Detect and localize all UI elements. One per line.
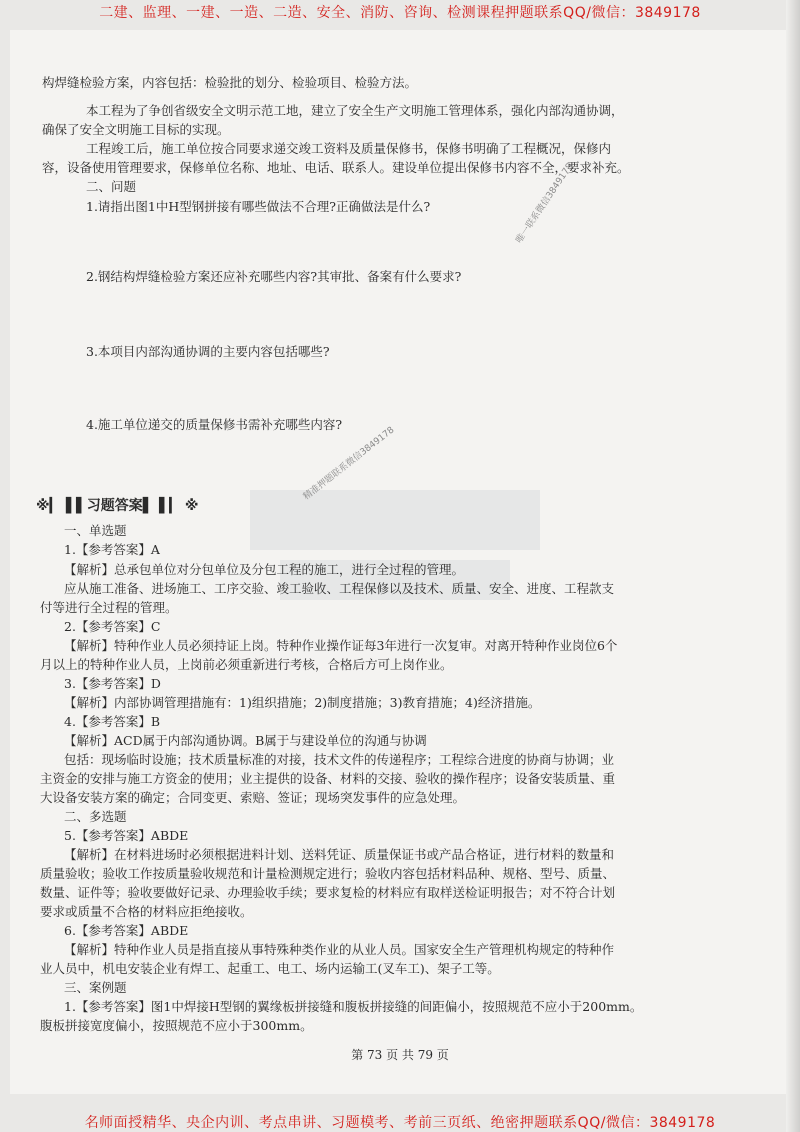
answer-line: 4.【参考答案】B (64, 714, 161, 729)
answer-line: 【解析】特种作业人员是指直接从事特殊种类作业的从业人员。国家安全生产管理机构规定的特种作 (64, 942, 615, 957)
answer-line: 1.【参考答案】图1中焊接H型钢的翼缘板拼接缝和腹板拼接缝的间距偏小，按照规范不应小于200mm。 (64, 999, 643, 1014)
answer-line: 一、单选题 (64, 523, 127, 538)
answer-line: 主资金的安排与施工方资金的使用；业主提供的设备、材料的交接、验收的操作程序；设备安装质量、重 (40, 771, 616, 786)
background-line-1: 构焊缝检验方案，内容包括：检验批的划分、检验项目、检验方法。 (42, 75, 418, 90)
answer-line: 腹板拼接宽度偏小，按照规范不应小于300mm。 (40, 1018, 313, 1033)
answer-line: 【解析】在材料进场时必须根据进料计划、送料凭证、质量保证书或产品合格证，进行材料的数量和 (64, 847, 615, 862)
answer-line: 应从施工准备、进场施工、工序交验、竣工验收、工程保修以及技术、质量、安全、进度、工程款支 (64, 581, 615, 596)
answer-line: 包括：现场临时设施；技术质量标准的对接，技术文件的传递程序；工程综合进度的协商与协调；业 (64, 752, 615, 767)
answer-line: 5.【参考答案】ABDE (64, 828, 189, 843)
answer-line: 【解析】总承包单位对分包单位及分包工程的施工，进行全过程的管理。 (64, 562, 465, 577)
background-line-3: 确保了安全文明施工目标的实现。 (42, 122, 230, 137)
answer-line: 【解析】内部协调管理措施有：1)组织措施；2)制度措施；3)教育措施；4)经济措施。 (64, 695, 541, 710)
background-line-4: 工程竣工后，施工单位按合同要求递交竣工资料及质量保修书，保修书明确了工程概况，保修内 (86, 141, 612, 156)
answer-line: 3.【参考答案】D (64, 676, 161, 691)
contact-stamp-1: 唯一联系微信3849178 (514, 161, 576, 246)
answer-line: 二、多选题 (64, 809, 127, 824)
answer-line: 月以上的特种作业人员，上岗前必须重新进行考核，合格后方可上岗作业。 (40, 657, 453, 672)
answer-line: 1.【参考答案】A (64, 542, 160, 557)
page-number: 第 73 页 共 79 页 (351, 1048, 449, 1062)
answer-line: 【解析】ACD属于内部沟通协调。B属于与建设单位的沟通与协调 (64, 733, 427, 748)
page-edge (786, 0, 800, 1132)
answer-line: 【解析】特种作业人员必须持证上岗。特种作业操作证每3年进行一次复审。对离开特种作业岗位6个 (64, 638, 618, 653)
question-1: 1.请指出图1中H型钢拼接有哪些做法不合理?正确做法是什么? (86, 199, 431, 214)
answer-line: 2.【参考答案】C (64, 619, 161, 634)
answer-line: 质量验收；验收工作按质量验收规范和计量检测规定进行；验收内容包括材料品种、规格、型号、质量、 (40, 866, 616, 881)
answer-line: 三、案例题 (64, 980, 127, 995)
answer-line: 付等进行全过程的管理。 (40, 600, 178, 615)
answer-line: 6.【参考答案】ABDE (64, 923, 189, 938)
bottom-banner: 名师面授精华、央企内训、考点串讲、习题模考、考前三页纸、绝密押题联系QQ/微信：3849178 (84, 1115, 716, 1131)
question-3: 3.本项目内部沟通协调的主要内容包括哪些? (86, 344, 330, 359)
questions-heading: 二、问题 (86, 179, 137, 194)
answer-line: 业人员中，机电安装企业有焊工、起重工、电工、场内运输工(叉车工)、架子工等。 (40, 961, 500, 976)
background-line-5: 容，设备使用管理要求，保修单位名称、地址、电话、联系人。建设单位提出保修书内容不全，要求补充。 (42, 160, 630, 175)
question-2: 2.钢结构焊缝检验方案还应补充哪些内容?其审批、备案有什么要求? (86, 269, 462, 284)
answer-line: 数量、证件等；验收要做好记录、办理验收手续；要求复检的材料应有取样送检证明报告；对不符合计划 (40, 885, 616, 900)
answer-line: 要求或质量不合格的材料应拒绝接收。 (40, 904, 253, 919)
top-banner: 二建、监理、一建、一造、二造、安全、消防、咨询、检测课程押题联系QQ/微信：3849178 (99, 5, 701, 21)
answers-title: ※▎▐ ▌习题答案▌▐ ▎ ※ (36, 498, 199, 514)
background-line-2: 本工程为了争创省级安全文明示范工地，建立了安全生产文明施工管理体系，强化内部沟通协调， (86, 103, 624, 118)
answer-line: 大设备安装方案的确定；合同变更、索赔、签证；现场突发事件的应急处理。 (40, 790, 466, 805)
question-4: 4.施工单位递交的质量保修书需补充哪些内容? (86, 417, 343, 432)
contact-stamp-2: 精准押题联系微信3849178 (301, 425, 397, 503)
